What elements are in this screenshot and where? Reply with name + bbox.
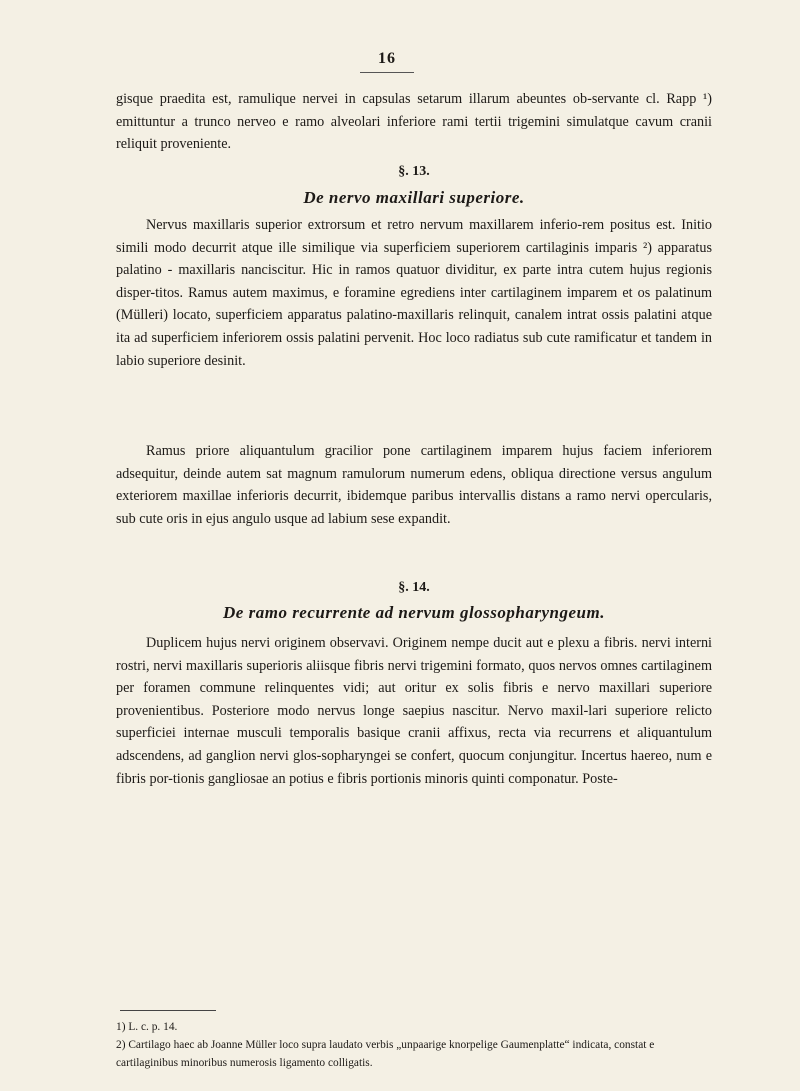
intro-paragraph: gisque praedita est, ramulique nervei in capsulas setarum illarum abeuntes ob-servante cl. Rapp ¹) emittuntur a trunco nerveo e ramo alveolari inferiore rami tertii trigemini simulatque cavum cranii reliquit proveniente.	[116, 91, 712, 153]
footnote-rule	[120, 1010, 216, 1011]
section-14-number: §. 14.	[398, 580, 430, 595]
footnotes	[116, 1018, 712, 1072]
section-14-title: De ramo recurrente ad nervum glossopharyngeum.	[223, 603, 605, 622]
section-13-number: §. 13.	[398, 164, 430, 179]
section-13-paragraph-2: Ramus priore aliquantulum gracilior pone cartilaginem imparem hujus faciem inferiorem adsequitur, deinde autem sat magnum ramulorum numerum edens, obliqua directione versus angulum exteriorem maxillae inferioris decurrit, ibidemque paribus intervallis distans a ramo nervi opercularis, sub cute oris in ejus angulo usque ad labium sese expandit.	[116, 443, 712, 527]
page-number: 16	[378, 50, 396, 67]
page-number-rule	[360, 72, 414, 73]
section-13-title: De nervo maxillari superiore.	[303, 188, 525, 207]
footnote-2: 2) Cartilago haec ab Joanne Müller loco supra laudato verbis „unpaarige knorpelige Gaumenplatte“ indicata, constat e cartilaginibus minoribus numerosis ligamento colligatis.	[116, 1039, 655, 1069]
section-13-paragraph-1: Nervus maxillaris superior extrorsum et retro nervum maxillarem inferio-rem positus est. Initio simili modo decurrit atque ille similique via superficiem superiorem cartilaginis imparis ²) apparatus palatino - maxillaris nanciscitur. Hic in ramos quatuor dividitur, ex parte intra cutem hujus regionis disper-titos. Ramus autem maximus, e foramine egrediens inter cartilaginem imparem et os palatinum (Mülleri) locato, superficiem apparatus palatino-maxillaris relinquit, canalem intrat ossis palatini atque ita ad superficiem inferiorem ossis palatini pervenit. Hoc loco radiatus sub cute ramificatur et tandem in labio superiore desinit.	[116, 217, 712, 369]
section-14-paragraph-1: Duplicem hujus nervi originem observavi. Originem nempe ducit aut e plexu a fibris. nervi interni rostri, nervi maxillaris superioris aliisque fibris nervi trigemini formato, quos nervos omnes cartilaginem per foramen commune relinquentes vidi; aut oritur ex solis fibris e nervo maxillari superiore provenientibus. Posteriore modo nervus longe saepius nascitur. Nervo maxil-lari superiore relicto superficiei internae musculi temporalis basique cranii affixus, recta via recurrens et aliquantulum adscendens, ad ganglion nervi glos-sopharyngei se confert, quocum conjungitur. Incertus haereo, num e fibris por-tionis gangliosae an potius e fibris portionis minoris quinti componatur. Poste-	[116, 635, 712, 787]
footnote-1: 1) L. c. p. 14.	[116, 1021, 178, 1033]
